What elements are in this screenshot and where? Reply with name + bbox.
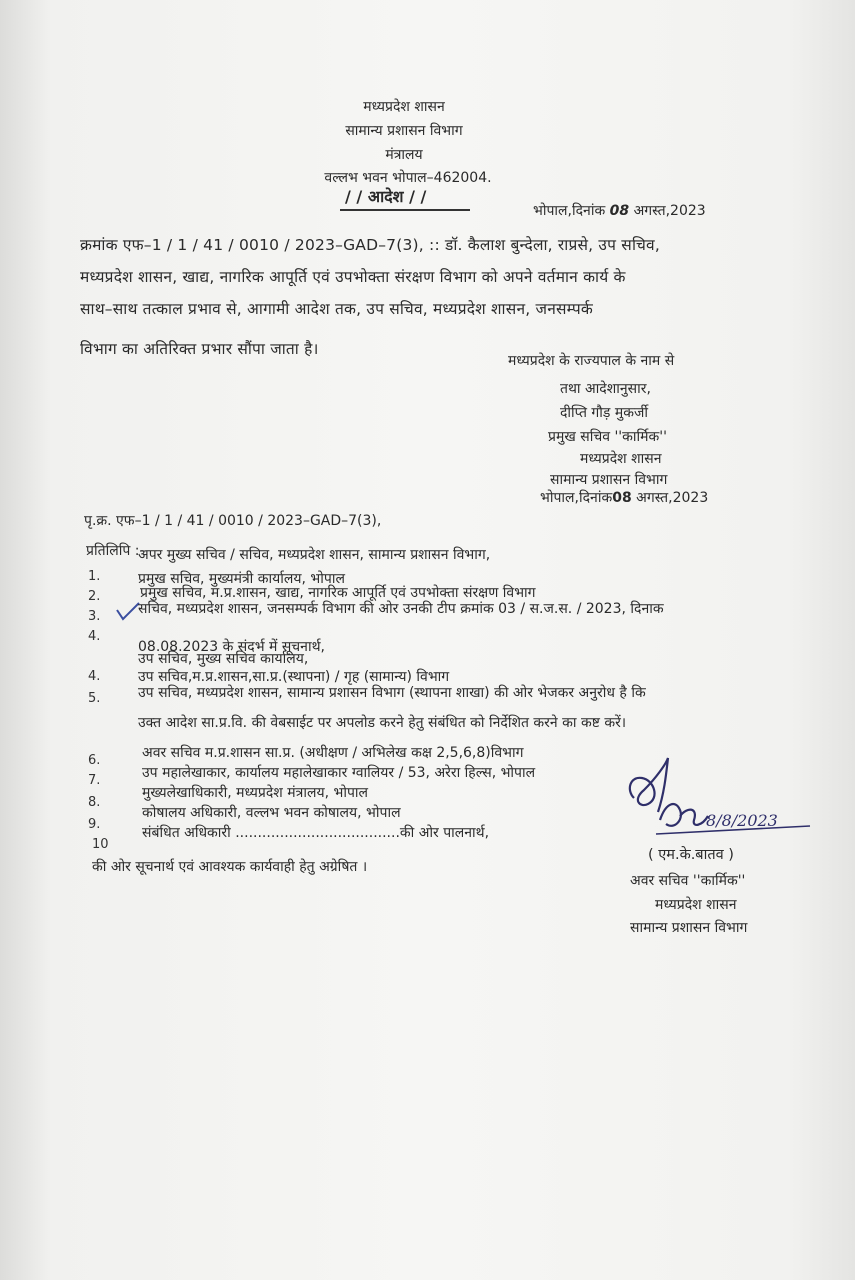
order-title-underline <box>340 209 470 211</box>
signatory1-date-day: 08 <box>612 490 632 506</box>
item-num-7: 7. <box>88 773 101 788</box>
item-num-1: 1. <box>88 569 101 584</box>
order-title: / / आदेश / / <box>345 187 427 206</box>
item-num-9: 9. <box>88 817 101 832</box>
signatory1-line-6: सामान्य प्रशासन विभाग <box>550 472 668 488</box>
dateline-prefix: भोपाल,दिनांक <box>533 203 606 219</box>
item-text-10: संबंधित अधिकारी .....................................की ओर पालनार्थ, <box>142 825 490 841</box>
signatory2-designation: अवर सचिव ''कार्मिक'' <box>630 873 746 889</box>
item-num-2: 2. <box>88 589 101 604</box>
item-text-5: उप सचिव,म.प्र.शासन,सा.प्र.(स्थापना) / गृह (सामान्य) विभाग <box>138 669 450 685</box>
signatory1-line-1: मध्यप्रदेश के राज्यपाल के नाम से <box>508 353 675 369</box>
header-line-4: वल्लभ भवन भोपाल–462004. <box>324 170 492 186</box>
signature-date: 8/8/2023 <box>706 811 778 830</box>
body-line-3: साथ–साथ तत्काल प्रभाव से, आगामी आदेश तक, उप सचिव, मध्यप्रदेश शासन, जनसम्पर्क <box>80 300 593 318</box>
item-text-4: सचिव, मध्यप्रदेश शासन, जनसम्पर्क विभाग की ओर उनकी टीप क्रमांक 03 / स.ज.स. / 2023, दिनाक <box>138 601 664 617</box>
closing-line: की ओर सूचनार्थ एवं आवश्यक कार्यवाही हेतु अग्रेषित । <box>92 859 368 875</box>
item-text-1: अपर मुख्य सचिव / सचिव, मध्यप्रदेश शासन, सामान्य प्रशासन विभाग, <box>138 547 491 563</box>
dateline-month-year: अगस्त,2023 <box>633 203 706 219</box>
signatory1-date <box>540 489 708 507</box>
copy-label: प्रतिलिपि :– <box>86 543 147 559</box>
body-line-2: मध्यप्रदेश शासन, खाद्य, नागरिक आपूर्ति एवं उपभोक्ता संरक्षण विभाग को अपने वर्तमान कार्य के <box>80 268 626 286</box>
handwritten-signature <box>620 750 820 850</box>
item-text-9: कोषालय अधिकारी, वल्लभ भवन कोषालय, भोपाल <box>142 805 401 821</box>
item-text-7: उप महालेखाकार, कार्यालय महालेखाकार ग्वालियर / 53, अरेरा हिल्स, भोपाल <box>142 765 536 781</box>
signatory2-name: ( एम.के.बातव ) <box>648 847 734 863</box>
item-text-4-cont: 08.08.2023 के संदर्भ में सूचनार्थ, <box>138 639 325 655</box>
item-text-6: अवर सचिव म.प्र.शासन सा.प्र. (अधीक्षण / अभिलेख कक्ष 2,5,6,8)विभाग <box>142 745 524 761</box>
item-num-8: 8. <box>88 795 101 810</box>
header-line-1: मध्यप्रदेश शासन <box>363 99 445 115</box>
item-num-4: 4. <box>88 629 101 644</box>
item-text-5-cont2: उक्त आदेश सा.प्र.वि. की वेबसाईट पर अपलोड करने हेतु संबंधित को निर्देशित करने का कष्ट करें। <box>138 715 627 731</box>
signatory1-line-3: दीप्ति गौड़ मुकर्जी <box>560 405 649 421</box>
signatory1-date-rest: अगस्त,2023 <box>636 490 709 506</box>
item-num-10: 10 <box>92 837 109 852</box>
header-line-2: सामान्य प्रशासन विभाग <box>345 123 463 139</box>
header-line-3: मंत्रालय <box>385 147 423 163</box>
signatory2-govt: मध्यप्रदेश शासन <box>655 897 737 913</box>
body-line-4: विभाग का अतिरिक्त प्रभार सौंपा जाता है। <box>80 340 319 358</box>
item-num-5: 5. <box>88 691 101 706</box>
signatory1-date-prefix: भोपाल,दिनांक <box>540 490 613 506</box>
item-num-6: 6. <box>88 753 101 768</box>
item-text-8: मुख्यलेखाधिकारी, मध्यप्रदेश मंत्रालय, भोपाल <box>142 785 369 801</box>
body-line-1: क्रमांक एफ–1 / 1 / 41 / 0010 / 2023–GAD–7(3), :: डॉ. कैलाश बुन्देला, राप्रसे, उप सचिव, <box>80 236 660 254</box>
item-text-5-cont1: उप सचिव, मध्यप्रदेश शासन, सामान्य प्रशासन विभाग (स्थापना शाखा) की ओर भेजकर अनुरोध है कि <box>138 685 646 701</box>
item-text-2: प्रमुख सचिव, मुख्यमंत्री कार्यालय, भोपाल <box>138 571 345 587</box>
signatory2-dept: सामान्य प्रशासन विभाग <box>630 920 748 936</box>
signatory1-line-5: मध्यप्रदेश शासन <box>580 451 662 467</box>
item-num-4b: 4. <box>88 669 101 684</box>
dateline <box>533 202 706 220</box>
item-num-3: 3. <box>88 609 101 624</box>
endorsement-ref: पृ.क्र. एफ–1 / 1 / 41 / 0010 / 2023–GAD–7(3), <box>84 513 382 529</box>
signatory1-line-2: तथा आदेशानुसार, <box>560 381 651 397</box>
signatory1-line-4: प्रमुख सचिव ''कार्मिक'' <box>548 429 667 445</box>
item-text-4b: उप सचिव, मुख्य सचिव कार्यालय, <box>138 651 309 667</box>
item-text-3: प्रमुख सचिव, म.प्र.शासन, खाद्य, नागरिक आपूर्ति एवं उपभोक्ता संरक्षण विभाग <box>140 585 536 601</box>
dateline-day: 08 <box>609 203 630 219</box>
